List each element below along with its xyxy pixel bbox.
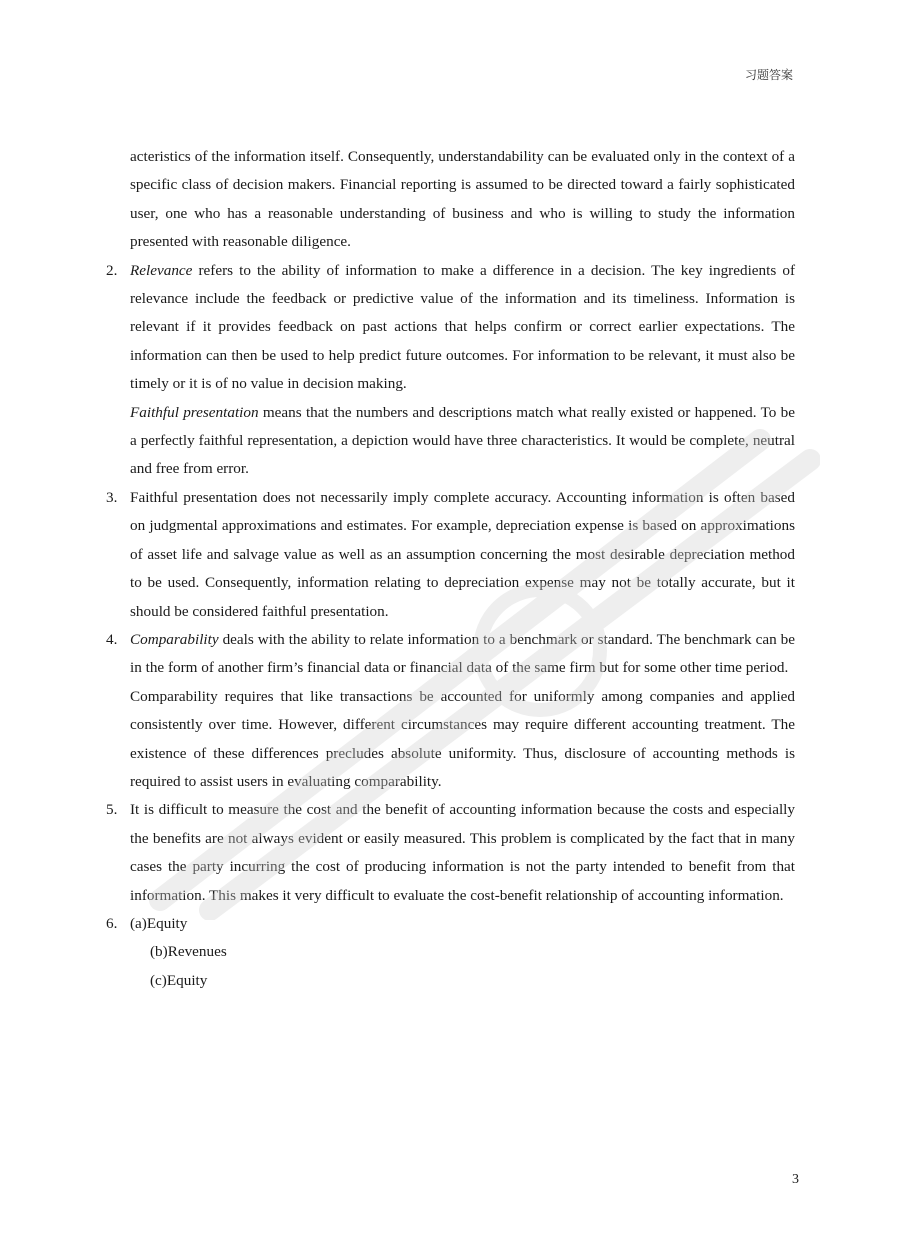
item-number: 4.	[106, 630, 118, 648]
item-text: deals with the ability to relate information to a benchmark or standard. The benchmark can be in the form of another firm’s financial data or financial data of the same firm but for some other time period.	[130, 630, 795, 677]
page-number: 3	[792, 1172, 799, 1187]
answer-a: (a)Equity	[130, 914, 188, 932]
answer-item-6	[105, 910, 795, 995]
answer-text-block	[105, 143, 795, 995]
answer-item-5	[105, 796, 795, 910]
item-text: means that the numbers and descriptions match what really existed or happened. To be a perfectly faithful representation, a depiction would have three characteristics. It would be complete, neutral and free from error.	[130, 403, 795, 478]
item-paragraph	[130, 399, 795, 484]
item-paragraph: Comparability requires that like transactions be accounted for uniformly among companies and applied consistently over time. However, different circumstances may require different accounting treatment. The existence of these differences precludes absolute uniformity. Thus, disclosure of accounting methods is required to assist users in evaluating comparability.	[130, 687, 795, 790]
running-header: 习题答案	[744, 68, 793, 82]
answer-item-4	[105, 626, 795, 796]
item-number: 3.	[106, 488, 118, 506]
term-comparability: Comparability	[130, 630, 219, 648]
answer-item-2	[105, 257, 795, 484]
item-number: 5.	[106, 801, 118, 819]
item-paragraph	[130, 626, 795, 683]
item-paragraph: Faithful presentation does not necessarily imply complete accuracy. Accounting information is often based on judgmental approximations and estimates. For example, depreciation expense is based on approximations of asset life and salvage value as well as an assumption concerning the most desirable depreciation method to be used. Consequently, information relating to depreciation expense may not be totally accurate, but it should be considered faithful presentation.	[130, 488, 795, 620]
item-text: refers to the ability of information to make a difference in a decision. The key ingredients of relevance include the feedback or predictive value of the information and its timeliness. Information is relevant if it provides feedback on past actions that helps confirm or correct earlier expectations. The information can then be used to help predict future outcomes. For information to be relevant, it must also be timely or it is of no value in decision making.	[130, 261, 795, 393]
item-number: 6.	[106, 914, 118, 932]
answer-c: (c)Equity	[150, 971, 208, 989]
answer-item-3	[105, 484, 795, 626]
term-faithful-presentation: Faithful presentation	[130, 403, 259, 421]
answer-b: (b)Revenues	[150, 943, 227, 961]
intro-paragraph: acteristics of the information itself. Consequently, understandability can be evaluated only in the context of a specific class of decision makers. Financial reporting is assumed to be directed toward a fairly sophisticated user, one who has a reasonable understanding of business and who is willing to study the information presented with reasonable diligence.	[130, 148, 795, 251]
item-paragraph	[130, 257, 795, 399]
item-paragraph: It is difficult to measure the cost and the benefit of accounting information because the costs and especially the benefits are not always evident or easily measured. This problem is complicated by the fact that in many cases the party incurring the cost of producing information is not the party intended to benefit from that information. This makes it very difficult to evaluate the cost-benefit relationship of accounting information.	[130, 801, 795, 904]
item-number: 2.	[106, 261, 118, 279]
term-relevance: Relevance	[130, 261, 193, 279]
